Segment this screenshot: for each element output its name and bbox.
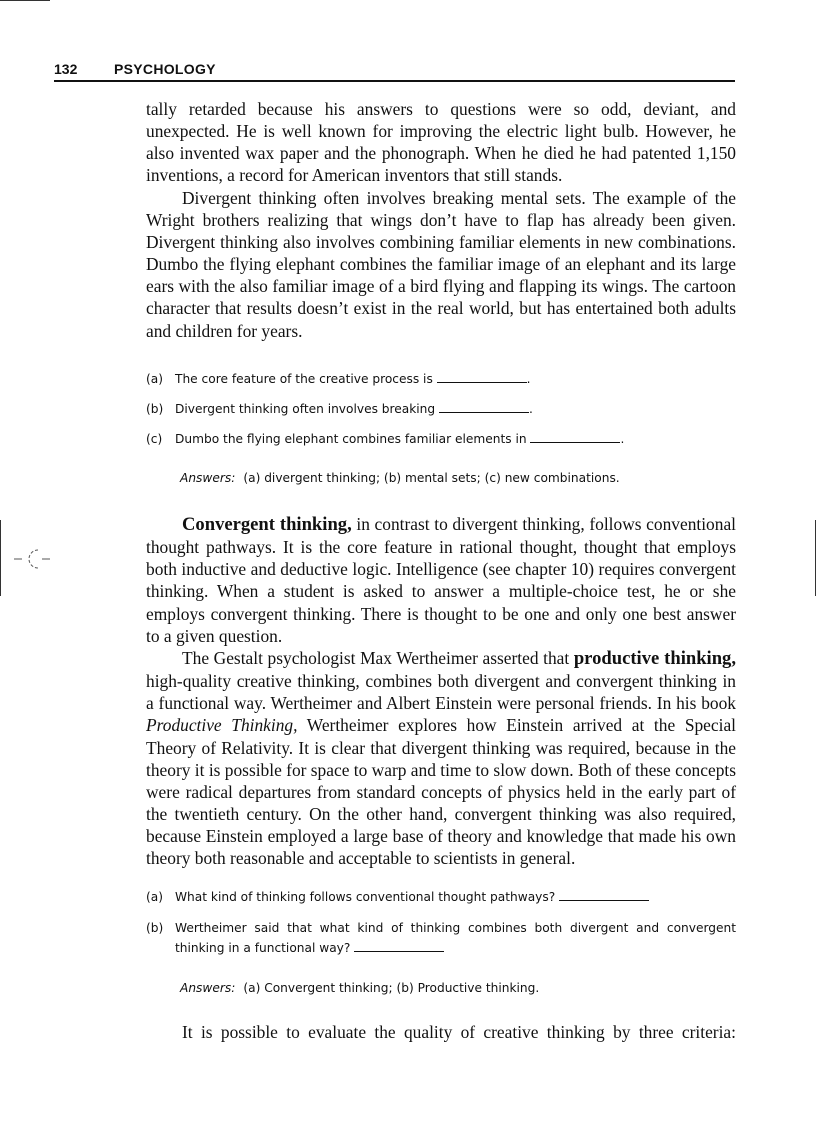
crop-mark-top [0, 0, 50, 1]
answers-line-2 [180, 979, 539, 997]
quiz-question [146, 429, 736, 449]
body-paragraph: Convergent thinking, in contrast to divergent thinking, follows conventional thought pathways. It is the core feature in rational thought, thought that employs both inductive and deductive logic. Intelligence (see chapter 10) requires convergent thinking. When a student is asked to answer a multiple-choice test, he or she employs convergent thinking. There is thought to be one and only one best answer to a given question. [146, 514, 736, 646]
answer-blank[interactable] [559, 888, 649, 901]
quiz-block-1 [146, 369, 736, 449]
question-end: . [529, 402, 533, 416]
quiz-question [146, 399, 736, 419]
question-end: . [620, 432, 625, 446]
question-letter: (a) [146, 372, 163, 386]
question-text: What kind of thinking follows conventional thought pathways? [175, 890, 556, 904]
question-end: . [526, 372, 531, 386]
question-text: Wertheimer said that what kind of thinking combines both divergent and convergent thinking in a functional way? [175, 921, 736, 955]
answers-label: Answers: [180, 981, 236, 995]
page-header [54, 60, 735, 82]
body-paragraph: It is possible to evaluate the quality of creative thinking by three criteria: [182, 1022, 736, 1042]
quiz-block-2 [146, 887, 736, 958]
question-letter: (b) [146, 402, 164, 416]
answers-label: Answers: [180, 471, 236, 485]
quiz-question [146, 887, 736, 907]
key-term: productive thinking, [573, 647, 736, 669]
registration-mark-icon [14, 546, 50, 572]
answers-line-1 [180, 469, 620, 487]
book-title: Productive Thinking, [146, 715, 298, 736]
quiz-question [146, 918, 736, 958]
body-paragraph: Divergent thinking often involves breaking mental sets. The example of the Wright brothers realizing that wings don’t have to flap has already been given. Divergent thinking also involves combining familiar elements in new combinations. Dumbo the flying elephant combines the familiar image of an elephant and its large ears with the also familiar image of a bird flying and flapping its wings. The cartoon character that results doesn’t exist in the real world, but has entertained both adults and children for years. [146, 187, 736, 341]
body-paragraph: tally retarded because his answers to questions were so odd, deviant, and unexpected. He is well known for improving the electric light bulb. However, he also invented wax paper and the phonograph. When he died he had patented 1,150 inventions, a record for American inventors that still stands. [146, 99, 736, 186]
question-text: Dumbo the flying elephant combines familiar elements in [175, 432, 527, 446]
answer-blank[interactable] [439, 400, 529, 413]
question-letter: (b) [146, 921, 164, 935]
answer-blank[interactable] [530, 430, 620, 443]
answers-text: (a) Convergent thinking; (b) Productive thinking. [243, 981, 540, 995]
body-paragraph: The Gestalt psychologist Max Wertheimer asserted that productive thinking, high-quality creative thinking, combines both divergent and convergent thinking in a functional way. Wertheimer and Albert Einstein were personal friends. In his book Productive Thinking, Wertheimer explores how Einstein arrived at the Special Theory of Relativity. It is clear that divergent thinking was required, because in the theory it is possible for space to warp and time to slow down. Both of these concepts were radical departures from standard concepts of physics held in the early part of the twentieth century. On the other hand, convergent thinking was also required, because Einstein employed a large base of theory and knowledge that made his own theory both reasonable and acceptable to scientists in general. [146, 647, 737, 869]
question-text: Divergent thinking often involves breaking [175, 402, 436, 416]
quiz-question [146, 369, 736, 389]
question-letter: (a) [146, 890, 163, 904]
key-term: Convergent thinking, [182, 514, 352, 535]
crop-mark-left [0, 520, 1, 596]
answer-blank[interactable] [437, 370, 527, 383]
question-text: The core feature of the creative process is [175, 372, 433, 386]
answers-text: (a) divergent thinking; (b) mental sets; (c) new combinations. [243, 471, 620, 485]
page-number: 132 [54, 61, 78, 77]
answer-blank[interactable] [354, 939, 444, 952]
section-criteria [146, 1021, 736, 1043]
section-convergent [146, 513, 736, 870]
running-head: PSYCHOLOGY [114, 61, 216, 77]
question-letter: (c) [146, 432, 163, 446]
section-divergent [146, 98, 736, 342]
